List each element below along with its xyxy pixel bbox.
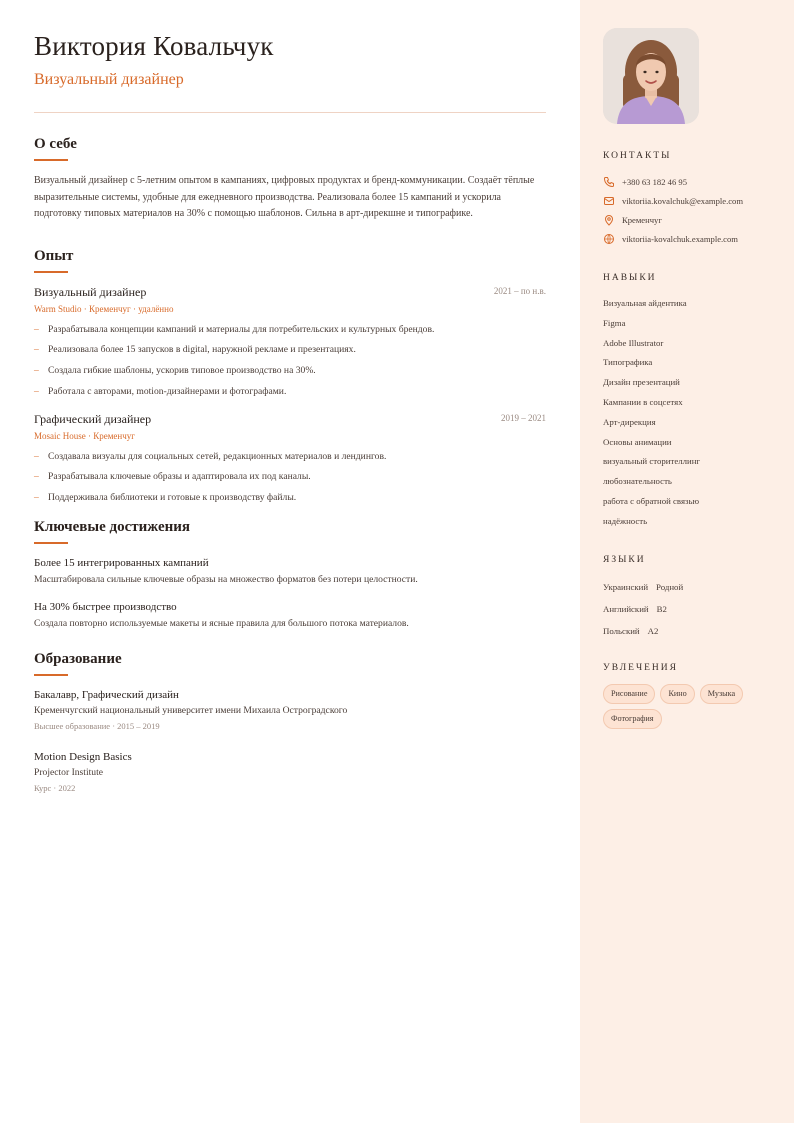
bullet-text: Поддерживала библиотеки и готовые к производству файлы. (48, 491, 297, 503)
bullet-dash: – (34, 323, 39, 335)
job-item (34, 285, 546, 398)
candidate-role: Визуальный дизайнер (34, 71, 184, 88)
bullet-text: Работала с авторами, motion-дизайнерами и фотографами. (48, 385, 287, 397)
experience-title: Опыт (34, 247, 74, 264)
bullet-text: Создала гибкие шаблоны, ускорив типовое производство на 30%. (48, 364, 316, 376)
achievements-section (34, 518, 546, 630)
language-level: Родной (656, 581, 684, 592)
bullet-text: Разрабатывала ключевые образы и адаптировала их под каналы. (48, 471, 311, 483)
header-divider (34, 112, 546, 113)
location-pin-icon (603, 214, 615, 226)
languages-list (603, 576, 774, 642)
hobby-chip: Рисование (603, 684, 655, 704)
achievement-item (34, 600, 546, 630)
language-name: Польский (603, 625, 640, 636)
bullet-dash: – (34, 364, 39, 376)
hobbies-heading: УВЛЕЧЕНИЯ (603, 662, 678, 673)
job-date: 2019 – 2021 (501, 412, 546, 423)
job-item (34, 412, 546, 504)
bullet-dash: – (34, 344, 39, 356)
language-name: Украинский (603, 581, 649, 592)
job-bullet (34, 365, 546, 377)
achievements-title: Ключевые достижения (34, 518, 191, 535)
skills-heading: НАВЫКИ (603, 273, 657, 283)
bullet-dash: – (34, 385, 39, 397)
experience-section (34, 247, 546, 504)
job-bullet (34, 386, 546, 398)
skill-item: Визуальная айдентика (603, 298, 687, 308)
experience-underline (34, 271, 68, 273)
skill-item: Кампании в соцсетях (603, 396, 683, 407)
contact-email-text: viktoriia.kovalchuk@example.com (622, 195, 744, 206)
contacts-heading: КОНТАКТЫ (603, 151, 672, 161)
language-level: B2 (656, 603, 667, 614)
achievements-underline (34, 542, 68, 544)
bullet-dash: – (34, 471, 39, 483)
phone-icon (603, 176, 615, 188)
bullet-dash: – (34, 491, 39, 503)
language-item (603, 620, 774, 642)
bullet-text: Разрабатывала концепции кампаний и материалы для потребительских и культурных брендов. (48, 323, 435, 335)
languages-heading: ЯЗЫКИ (603, 554, 646, 565)
globe-icon (603, 233, 615, 245)
skill-item: Дизайн презентаций (603, 377, 680, 388)
achievement-title: Более 15 интегрированных кампаний (34, 556, 209, 569)
language-level: A2 (647, 625, 659, 636)
job-company: Warm Studio · Кременчуг · удалённо (34, 303, 174, 314)
job-bullets (34, 324, 546, 398)
education-school: Projector Institute (34, 766, 104, 778)
hobby-chip: Кино (660, 684, 694, 704)
education-section (34, 650, 546, 794)
education-item (34, 688, 546, 732)
bullet-dash: – (34, 450, 39, 462)
bullet-text: Создавала визуалы для социальных сетей, редакционных материалов и лендингов. (48, 450, 387, 462)
job-bullet (34, 344, 546, 356)
skill-item: надёжность (603, 515, 648, 526)
skill-item: работа с обратной связью (603, 495, 700, 506)
contact-email[interactable] (603, 191, 774, 210)
language-item (603, 598, 774, 620)
education-meta: Курс · 2022 (34, 782, 76, 793)
skills-list (603, 294, 774, 532)
about-underline (34, 159, 68, 161)
portrait-illustration (603, 28, 699, 124)
language-item (603, 576, 774, 598)
sidebar (580, 0, 794, 1123)
education-degree: Motion Design Basics (34, 750, 132, 763)
achievement-title: На 30% быстрее производство (34, 600, 177, 613)
about-title: О себе (34, 136, 77, 152)
contact-phone[interactable] (603, 172, 774, 191)
profile-photo (603, 28, 699, 124)
language-name: Английский (603, 603, 649, 614)
job-bullets (34, 451, 546, 504)
hobby-chip: Фотография (603, 709, 662, 729)
skill-item: визуальный сторителлинг (603, 456, 701, 467)
contact-phone-text: +380 63 182 46 95 (622, 176, 688, 187)
hobbies-list (603, 684, 783, 729)
contact-location-text: Кременчуг (622, 214, 662, 225)
skill-item: Основы анимации (603, 436, 672, 447)
contact-website-text: viktoriia-kovalchuk.example.com (622, 233, 738, 244)
skill-item: любознательность (603, 476, 672, 487)
job-bullet (34, 324, 546, 336)
achievement-desc: Масштабировала сильные ключевые образы на множество форматов без потери целостности. (34, 573, 418, 585)
job-title: Графический дизайнер (34, 411, 152, 426)
job-date: 2021 – по н.в. (493, 285, 546, 296)
skill-item: Figma (603, 317, 626, 328)
education-item (34, 750, 546, 794)
bullet-text: Реализовала более 15 запусков в digital, наружной рекламе и презентациях. (48, 344, 356, 356)
achievement-item (34, 556, 546, 586)
contact-location (603, 210, 774, 229)
job-bullet (34, 471, 546, 483)
education-degree: Бакалавр, Графический дизайн (34, 688, 179, 701)
contact-website[interactable] (603, 229, 774, 248)
job-title: Визуальный дизайнер (34, 284, 147, 299)
job-bullet (34, 451, 546, 463)
education-title: Образование (34, 650, 122, 667)
skill-item: Арт-дирекция (603, 416, 656, 427)
hobby-chip: Музыка (700, 684, 743, 704)
education-underline (34, 674, 68, 676)
achievement-desc: Создала повторно используемые макеты и ясные правила для большого потока материалов. (34, 617, 409, 629)
skill-item: Типографика (603, 357, 653, 368)
job-bullet (34, 492, 546, 504)
education-school: Кременчугский национальный университет имени Михаила Остроградского (34, 704, 348, 716)
education-meta: Высшее образование · 2015 – 2019 (34, 720, 160, 731)
candidate-name: Виктория Ковальчук (34, 31, 274, 61)
mail-icon (603, 195, 615, 207)
about-text: Визуальный дизайнер с 5-летним опытом в кампаниях, цифровых продуктах и бренд-коммуникации. Создаёт тёплые выразительные системы, удобные для ежедневного производства. Реализовала более 15 кампаний и ускорила подготовку типовых материалов на 30% с помощью шаблонов. Сильна в арт-дирекшне и типографике. (34, 175, 535, 220)
skill-item: Adobe Illustrator (603, 337, 664, 348)
about-section (34, 135, 546, 223)
job-company: Mosaic House · Кременчуг (34, 430, 135, 441)
